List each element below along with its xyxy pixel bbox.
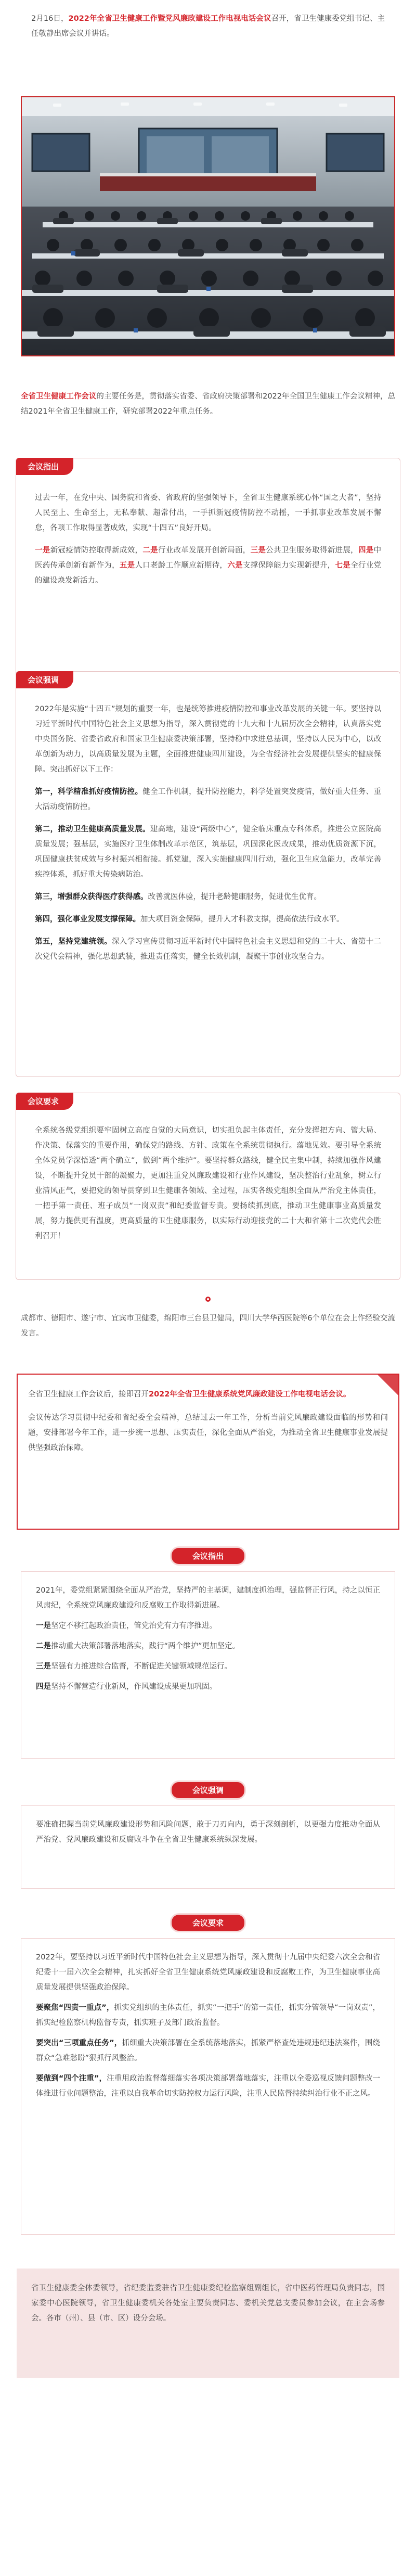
intro-block xyxy=(21,11,395,42)
section-pill: 会议强调 xyxy=(172,1782,244,1798)
item-text: 坚定不移扛起政治责任，管党治党有力有序推进。 xyxy=(51,1622,217,1630)
section4-paragraph: 2021年，委党组紧紧围绕全面从严治党，坚持严的主基调，建制度抓治理，强监督正行风，持之以恒正风肃纪，全系统党风廉政建设和反腐败工作取得新进展。 xyxy=(36,1586,380,1610)
section-tag: 会议指出 xyxy=(16,458,73,475)
item-title: 第三，增强群众获得医疗获得感。 xyxy=(35,893,148,901)
item-text: 建高地，建设“两级中心”，健全临床重点专科体系，推进公立医院高质量发展；强基层，实施医疗卫生体制改革示范区，筑基层，巩固深化医改成果，推动优质资源下沉，巩固健康扶贫成效与乡村振兴相衔接。抓党建，深入实施健康四川行动，强化卫生应急能力，改革完善疾控体系，抓好重大传染病防治。 xyxy=(35,825,381,879)
section5-paragraph: 要准确把握当前党风廉政建设形势和风险问题，敢于刀刃向内，勇于深刻剖析，以更强力度推动全面从严治党、党风廉政建设和反腐败斗争在全省卫生健康系统纵深发展。 xyxy=(36,1821,380,1844)
item-title: 要突出“三项重点任务”， xyxy=(36,2039,122,2047)
intro-paragraph xyxy=(21,11,395,42)
attendees-footer xyxy=(17,2269,399,2378)
item-lead: 五是 xyxy=(119,561,135,570)
section6-item-2 xyxy=(36,2036,380,2066)
section5-card xyxy=(21,1805,395,1889)
notice-box xyxy=(17,1374,399,1530)
lead-block xyxy=(21,389,395,419)
notice-meeting-title: 2022年全省卫生健康系统党风廉政建设工作电视电话会议。 xyxy=(149,1390,351,1399)
section4-item-3 xyxy=(36,1659,380,1674)
item-text: 抓实党组织的主体责任，抓实“一把手”的第一责任，抓实分管领导“一岗双责”，抓实纪检监察机构监督专责，抓实班子及部门政治监督。 xyxy=(36,2004,381,2027)
section4-item-1 xyxy=(36,1619,380,1634)
section2-item-4 xyxy=(35,912,381,927)
item-lead: 七是 xyxy=(335,561,351,570)
lead-highlight: 全省卫生健康工作会议 xyxy=(21,392,97,401)
meeting-photo-illustration xyxy=(22,97,394,355)
section1-achievements xyxy=(35,543,381,588)
intro-date: 2月16日， xyxy=(31,15,69,23)
participants-block xyxy=(21,1311,395,1341)
item-lead: 二是 xyxy=(142,546,158,555)
attendees-paragraph: 省卫生健康委全体委领导，省纪委监委驻省卫生健康委纪检监察组副组长，省中医药管理局负责同志，国家委中心医院领导，省卫生健康委机关各处室主要负责同志、委机关党总支委员参加会议，在主会场参会。各市（州）、县（市、区）设分会场。 xyxy=(31,2284,385,2323)
section6-paragraph: 2022年，要坚持以习近平新时代中国特色社会主义思想为指导，深入贯彻十九届中央纪委六次全会和省纪委十一届六次全会精神，扎实抓好全省卫生健康系统党风廉政建设和反腐败工作，为卫生健康事业高质量发展提供坚强政治保障。 xyxy=(36,1953,380,1992)
item-lead: 三是 xyxy=(36,1662,51,1671)
item-title: 第五，坚持党建统领。 xyxy=(35,938,112,946)
item-lead: 一是 xyxy=(35,546,50,555)
notice-join: 接即召开 xyxy=(119,1390,149,1399)
item-text: 公共卫生服务取得新进展， xyxy=(266,546,358,555)
section4-item-4 xyxy=(36,1680,380,1695)
notice-paragraph-1 xyxy=(18,1387,398,1402)
item-text: 深入学习宣传贯彻习近平新时代中国特色社会主义思想和党的二十大、省第十二次党代会精神，强化思想武装，推进责任落实，健全长效机制，凝聚干事创业攻坚合力。 xyxy=(35,938,382,961)
section6-title xyxy=(0,1915,416,1931)
section5-title xyxy=(0,1782,416,1798)
participants-paragraph: 成都市、德阳市、遂宁市、宜宾市卫健委，绵阳市三台县卫健局，四川大学华西医院等6个单位在会上作经验交流发言。 xyxy=(21,1314,395,1338)
item-lead: 四是 xyxy=(36,1683,51,1691)
notice-lead: 全省卫生健康工作会议后， xyxy=(28,1390,119,1399)
section6-item-3 xyxy=(36,2071,380,2101)
section-meeting-emphasized xyxy=(16,671,400,1077)
item-text: 推动重大决策部署落地落实，践行“两个维护”更加坚定。 xyxy=(51,1642,240,1650)
item-lead: 一是 xyxy=(36,1622,51,1630)
item-lead: 二是 xyxy=(36,1642,51,1650)
item-title: 第一，科学精准抓好疫情防控。 xyxy=(35,788,143,796)
item-text: 支撑保障能力实现新提升， xyxy=(242,561,335,570)
section2-item-1 xyxy=(35,785,381,815)
section-pill: 会议指出 xyxy=(172,1548,244,1564)
section-meeting-required xyxy=(16,1093,400,1280)
section6-item-1 xyxy=(36,2001,380,2031)
item-text: 中医药传承创新有新作为， xyxy=(35,546,382,570)
section2-item-3 xyxy=(35,890,381,905)
item-text: 坚持不懈营造行业新风，作风建设成果更加巩固。 xyxy=(51,1683,217,1691)
section2-item-5 xyxy=(35,934,381,965)
section4-title xyxy=(0,1548,416,1564)
item-text: 改善就医体验，提升老龄健康服务，促进优生优育。 xyxy=(148,893,321,901)
section-tag: 会议要求 xyxy=(16,1093,73,1110)
item-title: 要聚焦“四责一重点”， xyxy=(36,2004,114,2012)
item-lead: 三是 xyxy=(250,546,266,555)
section2-item-2 xyxy=(35,822,381,882)
item-title: 第二，推动卫生健康高质量发展。 xyxy=(35,825,150,834)
item-text: 新冠疫情防控取得新成效， xyxy=(50,546,143,555)
section4-card xyxy=(21,1571,395,1759)
flower-icon xyxy=(204,1296,212,1303)
item-text: 全行业党的建设焕发新活力。 xyxy=(35,561,382,585)
section2-paragraph: 2022年是实施“十四五”规划的重要一年，也是统筹推进疫情防控和事业改革发展的关键一年。要坚持以习近平新时代中国特色社会主义思想为指导，深入贯彻党的十九大和十九届历次全会精神，认真落实党中央国务院、省委省政府和国家卫生健康委决策部署，坚持稳中求进总基调，坚持以人民为中心，以改革创新为动力，以高质量发展为主题，全面推进健康四川建设，为全省经济社会发展提供坚实的健康保障。突出抓好以下工作： xyxy=(35,705,381,774)
section-tag: 会议强调 xyxy=(16,671,73,688)
section6-card xyxy=(21,1938,395,2235)
intro-rest: 召开，省卫生健康委党组书记、主任敬静出席会议并讲话。 xyxy=(31,15,385,38)
item-text: 注重用政治监督落细落实各项决策部署落地落实，注重以全委巡视反馈问题整改一体推进行业问题整治，注重以自我革命切实防控权力运行风险，注重人民监督持续纠治行业不正之风。 xyxy=(36,2074,380,2098)
section1-paragraph: 过去一年，在党中央、国务院和省委、省政府的坚强领导下，全省卫生健康系统心怀“国之大者”，坚持人民至上、生命至上，无私奉献、超常付出，一手抓新冠疫情防控不动摇，一手抓事业改革发展不懈怠，各项工作取得显著成效，实现“十四五”良好开局。 xyxy=(35,494,381,532)
item-text: 加大项目资金保障，提升人才科教支撑，提高依法行政水平。 xyxy=(140,915,344,924)
item-text: 行业改革发展开创新局面， xyxy=(158,546,251,555)
meeting-photo xyxy=(21,96,395,356)
item-text: 健全工作机制，提升防控能力，科学处置突发疫情，做好重大任务、重大活动疫情防控。 xyxy=(35,788,381,811)
item-title: 要做到“四个注重”， xyxy=(36,2074,107,2083)
lead-paragraph xyxy=(21,389,395,419)
notice-paragraph-2: 会议传达学习贯彻中纪委和省纪委全会精神，总结过去一年工作，分析当前党风廉政建设面临的形势和问题，安排部署今年工作，进一步统一思想、压实责任，深化全面从严治党，为推动全省卫生健康事业发展提供坚强政治保障。 xyxy=(28,1414,388,1452)
item-lead: 六是 xyxy=(227,561,243,570)
lead-rest: 的主要任务是，贯彻落实省委、省政府决策部署和2022年全国卫生健康工作会议精神，总结2021年全省卫生健康工作，研究部署2022年重点任务。 xyxy=(21,392,395,416)
item-lead: 四是 xyxy=(358,546,374,555)
item-title: 第四，强化事业发展支撑保障。 xyxy=(35,915,140,924)
item-text: 坚强有力推进综合监督，不断促进关键领域规范运行。 xyxy=(51,1662,232,1671)
intro-meeting-title: 2022年全省卫生健康工作暨党风廉政建设工作电视电话会议 xyxy=(68,15,271,23)
item-text: 抓细重大决策部署在全系统落地落实，抓紧严格查处违规违纪违法案件，围绕群众“急难愁盼”狠抓行风整治。 xyxy=(36,2039,381,2062)
section-pill: 会议要求 xyxy=(172,1915,244,1931)
section3-paragraph: 全系统各级党组织要牢固树立高度自觉的大局意识，切实担负起主体责任，充分发挥把方向、管大局、作决策、保落实的重要作用，确保党的路线、方针、政策在全系统贯彻执行。落地见效。要引导全系统全体党员学深悟透“两个确立”，做到“两个维护”。要坚持群众路线，健全民主集中制，持续加强作风建设，不断提升党员干部的凝聚力，更加注重党风廉政建设和行业作风建设，坚决整治行业乱象，树立行业清风正气，要把党的领导贯穿到卫生健康各领域、全过程，压实各级党组织全面从严治党主体责任，一把手第一责任、班子成员“一岗双责”和纪委监督专责。要扬续抓到底，推动卫生健康事业高质量发展，努力提供更有温度，更高质量的卫生健康服务，以实际行动迎接党的二十大和省第十二次党代会胜利召开！ xyxy=(35,1126,381,1240)
item-text: 人口老龄工作顺应新期待， xyxy=(135,561,228,570)
section4-item-2 xyxy=(36,1639,380,1654)
corner-ornament-icon xyxy=(357,1375,398,1416)
